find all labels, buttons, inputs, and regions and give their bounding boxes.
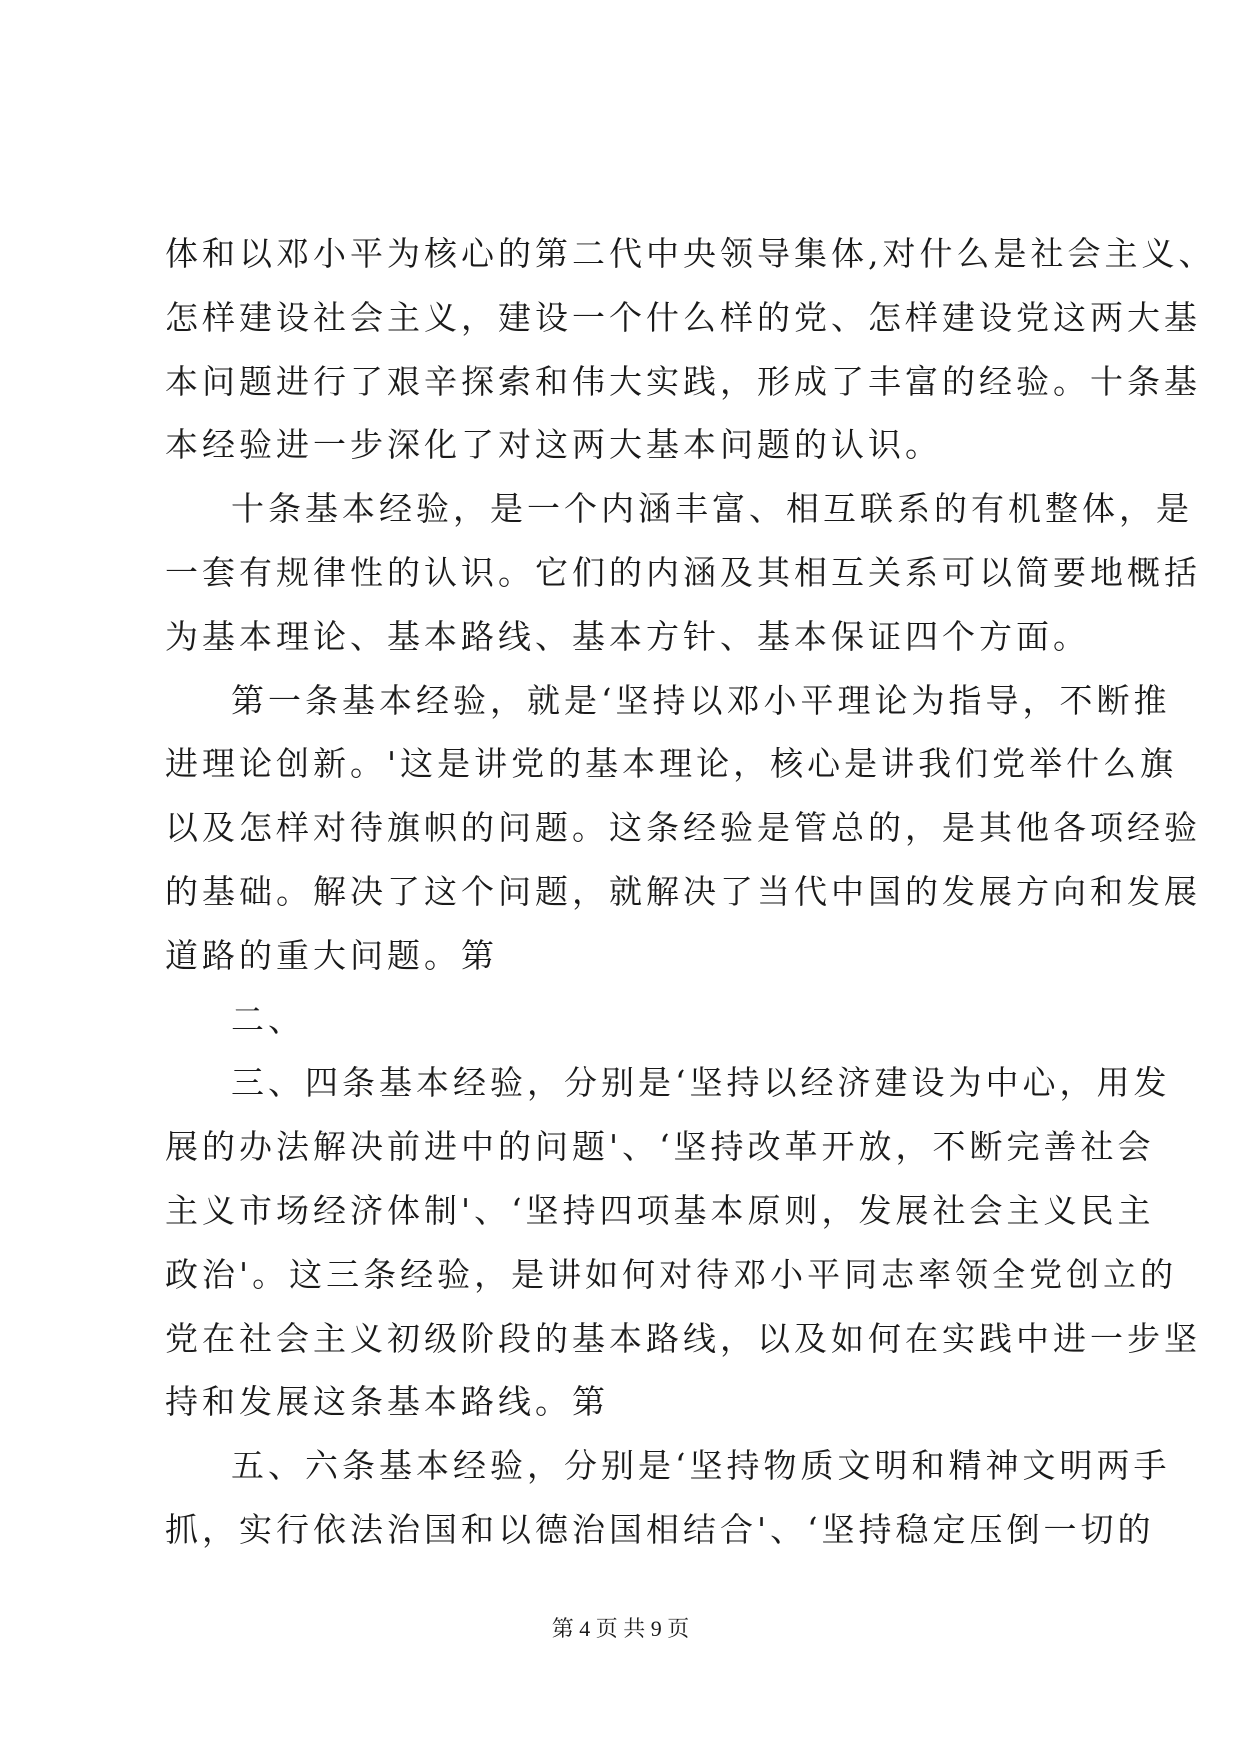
text-line-11: 的基础。解决了这个问题，就解决了当代中国的发展方向和发展: [165, 871, 1201, 911]
text-line-13: 二、: [231, 999, 305, 1039]
text-line-19: 持和发展这条基本路线。第: [165, 1382, 609, 1422]
text-line-15: 展的办法解决前进中的问题'、‘坚持改革开放，不断完善社会: [165, 1127, 1155, 1167]
text-line-20: 五、六条基本经验，分别是‘坚持物质文明和精神文明两手: [231, 1446, 1171, 1486]
page-number-label: 第 4 页 共 9 页: [551, 1616, 690, 1641]
text-line-5: 十条基本经验，是一个内涵丰富、相互联系的有机整体，是: [231, 489, 1193, 529]
text-line-16: 主义市场经济体制'、‘坚持四项基本原则，发展社会主义民主: [165, 1190, 1155, 1230]
text-line-3: 本问题进行了艰辛探索和伟大实践，形成了丰富的经验。十条基: [165, 361, 1201, 401]
document-body: [165, 222, 1216, 1562]
text-line-14: 三、四条基本经验，分别是‘坚持以经济建设为中心，用发: [231, 1063, 1171, 1103]
text-line-17: 政治'。这三条经验，是讲如何对待邓小平同志率领全党创立的: [165, 1254, 1178, 1294]
text-line-18: 党在社会主义初级阶段的基本路线，以及如何在实践中进一步坚: [165, 1318, 1201, 1358]
text-line-7: 为基本理论、基本路线、基本方针、基本保证四个方面。: [165, 616, 1090, 656]
text-line-12: 道路的重大问题。第: [165, 935, 498, 975]
text-line-9: 进理论创新。'这是讲党的基本理论，核心是讲我们党举什么旗: [165, 744, 1178, 784]
text-line-10: 以及怎样对待旗帜的问题。这条经验是管总的，是其他各项经验: [165, 808, 1201, 848]
page-footer: [0, 1612, 1241, 1643]
text-line-2: 怎样建设社会主义，建设一个什么样的党、怎样建设党这两大基: [165, 297, 1201, 337]
text-line-8: 第一条基本经验，就是‘坚持以邓小平理论为指导，不断推: [231, 680, 1171, 720]
text-line-4: 本经验进一步深化了对这两大基本问题的认识。: [165, 425, 942, 465]
text-line-1: 体和以邓小平为核心的第二代中央领导集体,对什么是社会主义、: [165, 234, 1216, 273]
text-line-21: 抓，实行依法治国和以德治国相结合'、‘坚持稳定压倒一切的: [165, 1509, 1155, 1549]
text-line-6: 一套有规律性的认识。它们的内涵及其相互关系可以简要地概括: [165, 552, 1201, 592]
